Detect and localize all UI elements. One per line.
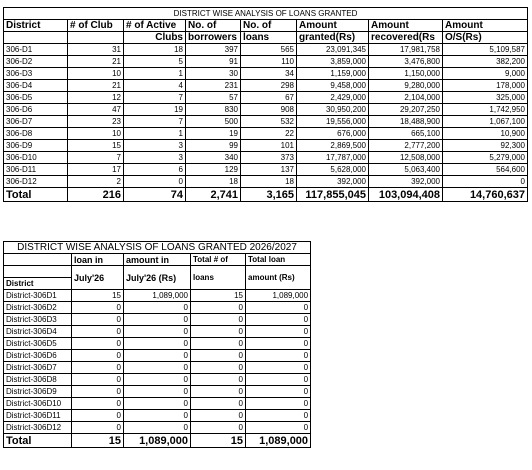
table-row bbox=[4, 176, 528, 188]
value-cell: 0 bbox=[72, 374, 124, 386]
table-row bbox=[4, 362, 311, 374]
value-cell: 397 bbox=[186, 44, 241, 56]
value-cell: 10 bbox=[68, 128, 124, 140]
value-cell: 21 bbox=[68, 56, 124, 68]
value-cell: 3 bbox=[124, 140, 186, 152]
total-label: Total bbox=[4, 434, 72, 448]
value-cell: 2 bbox=[68, 176, 124, 188]
district-cell: 306-D1 bbox=[4, 44, 68, 56]
value-cell: 0 bbox=[124, 326, 191, 338]
total-cell: 1,089,000 bbox=[246, 434, 311, 448]
value-cell: 12,508,000 bbox=[369, 152, 443, 164]
header-num-clubs: # of Club bbox=[68, 20, 124, 32]
value-cell: 23,091,345 bbox=[297, 44, 369, 56]
value-cell: 30,950,200 bbox=[297, 104, 369, 116]
value-cell: 129 bbox=[186, 164, 241, 176]
total-cell: 14,760,637 bbox=[443, 188, 528, 202]
value-cell: 2,777,200 bbox=[369, 140, 443, 152]
value-cell: 19 bbox=[124, 104, 186, 116]
total-cell: 2,741 bbox=[186, 188, 241, 202]
value-cell: 1 bbox=[124, 68, 186, 80]
total-cell: 216 bbox=[68, 188, 124, 202]
table-row bbox=[4, 326, 311, 338]
value-cell: 110 bbox=[241, 56, 297, 68]
value-cell: 0 bbox=[246, 386, 311, 398]
district-cell: 306-D7 bbox=[4, 116, 68, 128]
district-cell: District-306D2 bbox=[4, 302, 72, 314]
value-cell: 34 bbox=[241, 68, 297, 80]
value-cell: 31 bbox=[68, 44, 124, 56]
value-cell: 1,089,000 bbox=[246, 290, 311, 302]
value-cell: 0 bbox=[124, 410, 191, 422]
value-cell: 382,200 bbox=[443, 56, 528, 68]
value-cell: 1,742,950 bbox=[443, 104, 528, 116]
value-cell: 373 bbox=[241, 152, 297, 164]
total-cell: 103,094,408 bbox=[369, 188, 443, 202]
district-cell: District-306D11 bbox=[4, 410, 72, 422]
value-cell: 99 bbox=[186, 140, 241, 152]
header-amount-outstanding: Amount bbox=[443, 20, 528, 32]
value-cell: 0 bbox=[124, 386, 191, 398]
value-cell: 0 bbox=[72, 350, 124, 362]
district-cell: 306-D9 bbox=[4, 140, 68, 152]
value-cell: 0 bbox=[191, 386, 246, 398]
value-cell: 665,100 bbox=[369, 128, 443, 140]
value-cell: 0 bbox=[72, 302, 124, 314]
table-row bbox=[4, 152, 528, 164]
total-cell: 15 bbox=[191, 434, 246, 448]
value-cell: 178,000 bbox=[443, 80, 528, 92]
header-borrowers: No. of bbox=[186, 20, 241, 32]
value-cell: 57 bbox=[186, 92, 241, 104]
value-cell: 19,556,000 bbox=[297, 116, 369, 128]
value-cell: 0 bbox=[443, 176, 528, 188]
total-cell: 74 bbox=[124, 188, 186, 202]
table-row bbox=[4, 374, 311, 386]
total-cell: 1,089,000 bbox=[124, 434, 191, 448]
table-row bbox=[4, 314, 311, 326]
header-loans-2: loans bbox=[241, 32, 297, 44]
header-amount-granted-2: granted(Rs) bbox=[297, 32, 369, 44]
district-cell: 306-D6 bbox=[4, 104, 68, 116]
value-cell: 0 bbox=[72, 326, 124, 338]
table-row bbox=[4, 302, 311, 314]
value-cell: 0 bbox=[124, 398, 191, 410]
value-cell: 0 bbox=[246, 338, 311, 350]
total-cell: 15 bbox=[72, 434, 124, 448]
table-row bbox=[4, 56, 528, 68]
value-cell: 3,859,000 bbox=[297, 56, 369, 68]
value-cell: 21 bbox=[68, 80, 124, 92]
value-cell: 0 bbox=[124, 350, 191, 362]
value-cell: 564,600 bbox=[443, 164, 528, 176]
district-cell: District-306D9 bbox=[4, 386, 72, 398]
value-cell: 1,150,000 bbox=[369, 68, 443, 80]
loans-granted-table bbox=[3, 7, 528, 202]
district-cell: District-306D5 bbox=[4, 338, 72, 350]
value-cell: 0 bbox=[124, 338, 191, 350]
header-district: District bbox=[4, 278, 72, 290]
value-cell: 0 bbox=[72, 422, 124, 434]
header-amount-recovered-2: recovered(Rs bbox=[369, 32, 443, 44]
value-cell: 340 bbox=[186, 152, 241, 164]
value-cell: 392,000 bbox=[369, 176, 443, 188]
district-cell: 306-D8 bbox=[4, 128, 68, 140]
value-cell: 1 bbox=[124, 128, 186, 140]
district-cell: District-306D10 bbox=[4, 398, 72, 410]
value-cell: 0 bbox=[124, 362, 191, 374]
value-cell: 0 bbox=[191, 350, 246, 362]
table-row bbox=[4, 350, 311, 362]
district-cell: District-306D7 bbox=[4, 362, 72, 374]
header-amount-in-month-2: July'26 (Rs) bbox=[124, 266, 191, 290]
table-title: DISTRICT WISE ANALYSIS OF LOANS GRANTED bbox=[4, 8, 528, 20]
district-cell: District-306D12 bbox=[4, 422, 72, 434]
total-cell: 117,855,045 bbox=[297, 188, 369, 202]
header-loan-in-month: loan in bbox=[72, 254, 124, 266]
header-district-blank-2 bbox=[4, 266, 72, 278]
value-cell: 5,279,000 bbox=[443, 152, 528, 164]
value-cell: 0 bbox=[191, 362, 246, 374]
value-cell: 0 bbox=[72, 386, 124, 398]
value-cell: 0 bbox=[191, 422, 246, 434]
header-amount-in-month: amount in bbox=[124, 254, 191, 266]
value-cell: 0 bbox=[124, 314, 191, 326]
table-row bbox=[4, 422, 311, 434]
value-cell: 0 bbox=[191, 326, 246, 338]
value-cell: 298 bbox=[241, 80, 297, 92]
value-cell: 3,476,800 bbox=[369, 56, 443, 68]
value-cell: 23 bbox=[68, 116, 124, 128]
value-cell: 500 bbox=[186, 116, 241, 128]
value-cell: 0 bbox=[72, 314, 124, 326]
value-cell: 0 bbox=[191, 302, 246, 314]
header-amount-granted: Amount bbox=[297, 20, 369, 32]
header-total-loans-2: loans bbox=[191, 266, 246, 290]
district-cell: 306-D10 bbox=[4, 152, 68, 164]
value-cell: 830 bbox=[186, 104, 241, 116]
loans-granted-2026-table bbox=[3, 241, 311, 448]
value-cell: 91 bbox=[186, 56, 241, 68]
value-cell: 17,787,000 bbox=[297, 152, 369, 164]
value-cell: 0 bbox=[191, 410, 246, 422]
header-active-clubs: # of Active bbox=[124, 20, 186, 32]
value-cell: 7 bbox=[124, 92, 186, 104]
value-cell: 2,869,500 bbox=[297, 140, 369, 152]
value-cell: 18 bbox=[186, 176, 241, 188]
district-cell: 306-D3 bbox=[4, 68, 68, 80]
header-loan-in-month-2: July'26 bbox=[72, 266, 124, 290]
value-cell: 0 bbox=[124, 302, 191, 314]
district-cell: District-306D1 bbox=[4, 290, 72, 302]
table-row bbox=[4, 290, 311, 302]
value-cell: 4 bbox=[124, 80, 186, 92]
table-row bbox=[4, 398, 311, 410]
value-cell: 0 bbox=[72, 410, 124, 422]
header-active-clubs-2: Clubs bbox=[124, 32, 186, 44]
value-cell: 2,429,000 bbox=[297, 92, 369, 104]
value-cell: 1,067,100 bbox=[443, 116, 528, 128]
value-cell: 1,159,000 bbox=[297, 68, 369, 80]
value-cell: 47 bbox=[68, 104, 124, 116]
value-cell: 0 bbox=[124, 176, 186, 188]
table-row bbox=[4, 386, 311, 398]
table-row bbox=[4, 44, 528, 56]
value-cell: 565 bbox=[241, 44, 297, 56]
district-cell: District-306D8 bbox=[4, 374, 72, 386]
table-row bbox=[4, 116, 528, 128]
value-cell: 7 bbox=[124, 116, 186, 128]
value-cell: 0 bbox=[72, 362, 124, 374]
value-cell: 5,628,000 bbox=[297, 164, 369, 176]
value-cell: 7 bbox=[68, 152, 124, 164]
district-cell: 306-D2 bbox=[4, 56, 68, 68]
value-cell: 0 bbox=[246, 326, 311, 338]
value-cell: 18 bbox=[241, 176, 297, 188]
value-cell: 0 bbox=[191, 374, 246, 386]
table-row bbox=[4, 92, 528, 104]
value-cell: 22 bbox=[241, 128, 297, 140]
value-cell: 0 bbox=[246, 302, 311, 314]
value-cell: 9,280,000 bbox=[369, 80, 443, 92]
value-cell: 231 bbox=[186, 80, 241, 92]
value-cell: 5,063,400 bbox=[369, 164, 443, 176]
table-row bbox=[4, 128, 528, 140]
value-cell: 0 bbox=[246, 374, 311, 386]
value-cell: 0 bbox=[124, 374, 191, 386]
value-cell: 5 bbox=[124, 56, 186, 68]
value-cell: 0 bbox=[246, 398, 311, 410]
table-row bbox=[4, 338, 311, 350]
value-cell: 137 bbox=[241, 164, 297, 176]
value-cell: 9,458,000 bbox=[297, 80, 369, 92]
value-cell: 0 bbox=[246, 314, 311, 326]
value-cell: 0 bbox=[191, 398, 246, 410]
district-cell: 306-D12 bbox=[4, 176, 68, 188]
header-amount-outstanding-2: O/S(Rs) bbox=[443, 32, 528, 44]
header-total-loans: Total # of bbox=[191, 254, 246, 266]
total-cell: 3,165 bbox=[241, 188, 297, 202]
value-cell: 92,300 bbox=[443, 140, 528, 152]
value-cell: 1,089,000 bbox=[124, 290, 191, 302]
value-cell: 6 bbox=[124, 164, 186, 176]
value-cell: 0 bbox=[246, 422, 311, 434]
value-cell: 532 bbox=[241, 116, 297, 128]
value-cell: 3 bbox=[124, 152, 186, 164]
value-cell: 5,109,587 bbox=[443, 44, 528, 56]
header-district: District bbox=[4, 20, 68, 32]
value-cell: 0 bbox=[72, 338, 124, 350]
header-total-amount: Total loan bbox=[246, 254, 311, 266]
district-cell: 306-D4 bbox=[4, 80, 68, 92]
district-cell: 306-D11 bbox=[4, 164, 68, 176]
value-cell: 0 bbox=[72, 398, 124, 410]
value-cell: 676,000 bbox=[297, 128, 369, 140]
value-cell: 15 bbox=[191, 290, 246, 302]
value-cell: 2,104,000 bbox=[369, 92, 443, 104]
header-amount-recovered: Amount bbox=[369, 20, 443, 32]
header-total-amount-2: amount (Rs) bbox=[246, 266, 311, 290]
value-cell: 18,488,900 bbox=[369, 116, 443, 128]
value-cell: 325,000 bbox=[443, 92, 528, 104]
value-cell: 30 bbox=[186, 68, 241, 80]
value-cell: 15 bbox=[68, 140, 124, 152]
value-cell: 9,000 bbox=[443, 68, 528, 80]
value-cell: 0 bbox=[246, 350, 311, 362]
value-cell: 15 bbox=[72, 290, 124, 302]
value-cell: 101 bbox=[241, 140, 297, 152]
value-cell: 18 bbox=[124, 44, 186, 56]
district-cell: District-306D4 bbox=[4, 326, 72, 338]
value-cell: 17 bbox=[68, 164, 124, 176]
table-row bbox=[4, 164, 528, 176]
value-cell: 67 bbox=[241, 92, 297, 104]
value-cell: 0 bbox=[246, 362, 311, 374]
value-cell: 0 bbox=[246, 410, 311, 422]
table-title: DISTRICT WISE ANALYSIS OF LOANS GRANTED 2026/2027 bbox=[4, 242, 311, 254]
header-district-blank bbox=[4, 254, 72, 266]
header-district-2 bbox=[4, 32, 68, 44]
table-row bbox=[4, 104, 528, 116]
table-row bbox=[4, 80, 528, 92]
value-cell: 0 bbox=[124, 422, 191, 434]
table-row bbox=[4, 68, 528, 80]
value-cell: 19 bbox=[186, 128, 241, 140]
value-cell: 0 bbox=[191, 338, 246, 350]
value-cell: 12 bbox=[68, 92, 124, 104]
value-cell: 392,000 bbox=[297, 176, 369, 188]
value-cell: 17,981,758 bbox=[369, 44, 443, 56]
value-cell: 29,207,250 bbox=[369, 104, 443, 116]
district-cell: 306-D5 bbox=[4, 92, 68, 104]
header-borrowers-2: borrowers bbox=[186, 32, 241, 44]
header-loans: No. of bbox=[241, 20, 297, 32]
value-cell: 10 bbox=[68, 68, 124, 80]
table-row bbox=[4, 410, 311, 422]
value-cell: 908 bbox=[241, 104, 297, 116]
total-label: Total bbox=[4, 188, 68, 202]
district-cell: District-306D6 bbox=[4, 350, 72, 362]
value-cell: 10,900 bbox=[443, 128, 528, 140]
header-num-clubs-2 bbox=[68, 32, 124, 44]
district-cell: District-306D3 bbox=[4, 314, 72, 326]
table-row bbox=[4, 140, 528, 152]
value-cell: 0 bbox=[191, 314, 246, 326]
